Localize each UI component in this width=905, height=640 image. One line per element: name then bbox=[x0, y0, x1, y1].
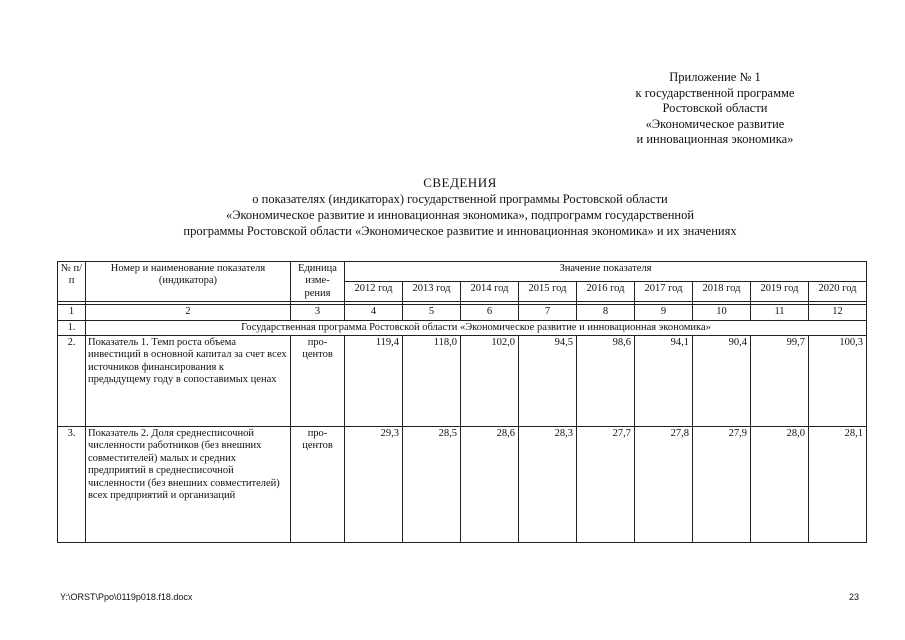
row-value: 27,7 bbox=[577, 427, 635, 543]
table-row bbox=[58, 336, 867, 427]
row-value: 102,0 bbox=[461, 336, 519, 427]
appendix-line: Приложение № 1 bbox=[669, 70, 761, 84]
header-year: 2012 год bbox=[345, 282, 403, 302]
column-number: 11 bbox=[751, 305, 809, 320]
column-number: 8 bbox=[577, 305, 635, 320]
header-year: 2014 год bbox=[461, 282, 519, 302]
row-value: 119,4 bbox=[345, 336, 403, 427]
appendix-line: «Экономическое развитие bbox=[645, 116, 785, 131]
header-year: 2018 год bbox=[693, 282, 751, 302]
row-value: 27,8 bbox=[635, 427, 693, 543]
section-num: 1. bbox=[58, 320, 86, 335]
appendix-line: и инновационная экономика» bbox=[636, 132, 794, 146]
row-value: 28,1 bbox=[809, 427, 867, 543]
header-year: 2013 год bbox=[403, 282, 461, 302]
column-number: 7 bbox=[519, 305, 577, 320]
row-name: Показатель 1. Темп роста объема инвестиций в основной капитал за счет всех источников финансирования к предыдущему году в сопоставимых ценах bbox=[86, 336, 291, 427]
appendix-line: Ростовской области bbox=[662, 101, 768, 115]
section-row bbox=[58, 320, 867, 335]
header-name: Номер и наименование показателя (индикатора) bbox=[86, 262, 291, 302]
row-value: 118,0 bbox=[403, 336, 461, 427]
row-value: 28,3 bbox=[519, 427, 577, 543]
row-name: Показатель 2. Доля среднесписочной численности работников (без внешних совместителей) малых и средних предприятий в среднесписочной численности (без внешних совместителей) всех предприятий и организаций bbox=[86, 427, 291, 543]
row-value: 28,0 bbox=[751, 427, 809, 543]
column-number: 5 bbox=[403, 305, 461, 320]
header-year: 2015 год bbox=[519, 282, 577, 302]
row-value: 29,3 bbox=[345, 427, 403, 543]
heading-line: программы Ростовской области «Экономическое развитие и инновационная экономика» и их значениях bbox=[183, 224, 737, 238]
column-number: 2 bbox=[86, 305, 291, 320]
appendix-line: к государственной программе bbox=[635, 85, 795, 100]
row-num: 2. bbox=[58, 336, 86, 427]
row-value: 94,5 bbox=[519, 336, 577, 427]
row-value: 98,6 bbox=[577, 336, 635, 427]
heading-line: о показателях (индикаторах) государственной программы Ростовской области bbox=[252, 192, 668, 206]
table-row bbox=[58, 427, 867, 543]
row-num: 3. bbox=[58, 427, 86, 543]
column-number: 6 bbox=[461, 305, 519, 320]
row-value: 90,4 bbox=[693, 336, 751, 427]
header-values-group: Значение показателя bbox=[345, 262, 867, 282]
header-unit: Единица изме-рения bbox=[291, 262, 345, 302]
column-number: 10 bbox=[693, 305, 751, 320]
header-year: 2020 год bbox=[809, 282, 867, 302]
column-number: 1 bbox=[58, 305, 86, 320]
row-value: 100,3 bbox=[809, 336, 867, 427]
column-number: 9 bbox=[635, 305, 693, 320]
header-num: № п/п bbox=[58, 262, 86, 302]
row-value: 28,5 bbox=[403, 427, 461, 543]
section-title: Государственная программа Ростовской области «Экономическое развитие и инновационная экономика» bbox=[86, 320, 867, 335]
page-number: 23 bbox=[848, 592, 859, 602]
header-year: 2017 год bbox=[635, 282, 693, 302]
row-value: 27,9 bbox=[693, 427, 751, 543]
footer-file-path: Y:\ORST\Ppo\0119p018.f18.docx bbox=[60, 592, 193, 602]
header-year: 2019 год bbox=[751, 282, 809, 302]
indicators-table bbox=[57, 261, 867, 543]
row-value: 99,7 bbox=[751, 336, 809, 427]
column-number: 3 bbox=[291, 305, 345, 320]
row-value: 28,6 bbox=[461, 427, 519, 543]
row-value: 94,1 bbox=[635, 336, 693, 427]
document-title: СВЕДЕНИЯ bbox=[423, 175, 497, 190]
appendix-note bbox=[585, 70, 845, 148]
column-number: 12 bbox=[809, 305, 867, 320]
header-year: 2016 год bbox=[577, 282, 635, 302]
row-unit: про-центов bbox=[291, 336, 345, 427]
column-number-row bbox=[58, 305, 867, 320]
column-number: 4 bbox=[345, 305, 403, 320]
heading-line: «Экономическое развитие и инновационная экономика», подпрограмм государственной bbox=[225, 208, 695, 222]
document-heading bbox=[60, 175, 860, 239]
row-unit: про-центов bbox=[291, 427, 345, 543]
